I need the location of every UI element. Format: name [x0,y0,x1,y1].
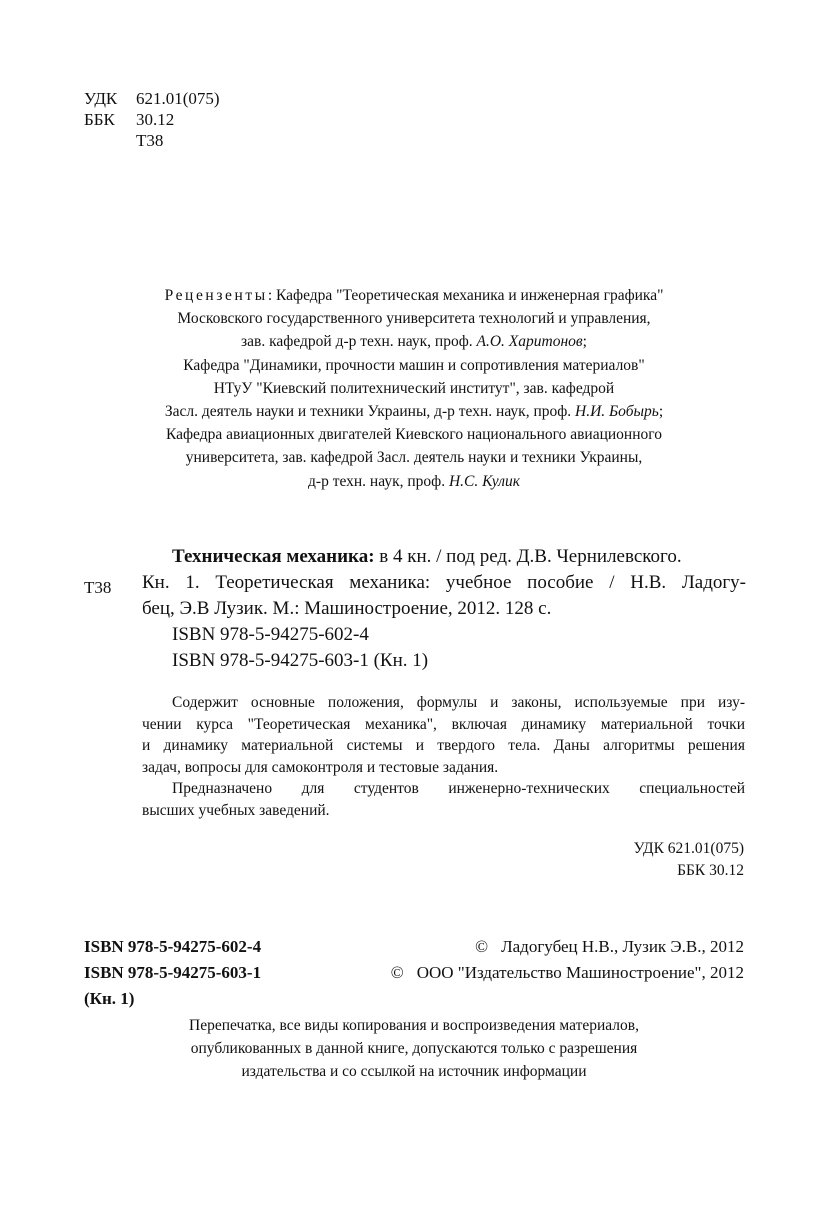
copyright-line: © Ладогубец Н.В., Лузик Э.В., 2012 [391,934,744,960]
reviewer-name: Н.И. Бобырь [575,403,659,421]
bbk-right-line: ББК 30.12 [677,862,744,879]
notice-line: издательства и со ссылкой на источник информации [241,1063,587,1080]
reviewers-line: Кафедра авиационных двигателей Киевского национального авиационного [166,426,662,444]
isbn-block [84,934,336,1012]
biblio-isbn: ISBN 978-5-94275-602-4 [172,624,369,645]
bbk-label: ББК [84,110,115,129]
author-mark-row [84,130,220,151]
classification-codes [84,88,220,151]
reviewers-line: НТуУ "Киевский политехнический институт", зав. кафедрой [213,379,615,397]
udk-value: 621.01(075) [136,89,220,108]
author-mark: Т38 [136,131,164,150]
book-number: (Кн. 1) [84,989,135,1008]
reviewers-label: Рецензенты [164,287,268,304]
annotation-line: высших учебных заведений. [142,801,330,819]
reviewers-line: Засл. деятель науки и техники Украины, д-р техн. наук, проф. Н.И. Бобырь; [164,403,664,421]
reviewers-line: Московского государственного университета технологий и управления, [177,310,651,328]
reviewers-line: зав. кафедрой д-р техн. наук, проф. А.О. Харитонов; [241,333,587,351]
annotation [142,692,745,821]
udk-bbk-right [634,838,744,882]
annotation-line: задач, вопросы для самоконтроля и тестовые задания. [142,758,499,776]
bibliographic-record [84,544,746,674]
udk-row [84,88,220,109]
annotation-line: Предназначено для студентов инженерно-технических специальностей [172,780,745,797]
notice-line: Перепечатка, все виды копирования и воспроизведения материалов, [189,1017,639,1034]
biblio-title-line: Техническая механика: в 4 кн. / под ред. Д.В. Чернилевского. [172,546,682,567]
biblio-line: бец, Э.В Лузик. М.: Машиностроение, 2012. 128 с. [142,598,552,619]
annotation-line: и динамику материальной системы и твердого тела. Даны алгоритмы решения [142,737,745,754]
annotation-line: Содержит основные положения, формулы и законы, используемые при изу- [172,694,745,711]
biblio-line: Кн. 1. Теоретическая механика: учебное пособие / Н.В. Ладогу- [142,572,746,593]
book-title: Техническая механика: [172,546,375,567]
copyright-symbol: © [390,963,404,982]
annotation-line: чении курса "Теоретическая механика", включая динамику материальной точки [142,715,745,733]
reviewers-line: Кафедра "Динамики, прочности машин и сопротивления материалов" [183,356,645,374]
bibliographic-side-mark: Т38 [84,578,112,597]
isbn-bold: ISBN 978-5-94275-603-1 [84,963,262,982]
bbk-value: 30.12 [136,110,175,129]
reviewer-name: Н.С. Кулик [448,472,520,490]
reviewers-line: университета, зав. кафедрой Засл. деятель науки и техники Украины, [185,449,643,467]
copyright-symbol: © [475,937,489,956]
udk-label: УДК [84,89,118,108]
notice-line: опубликованных в данной книге, допускаются только с разрешения [190,1040,638,1057]
reviewers-line: Рецензенты: Кафедра "Теоретическая механика и инженерная графика" [164,287,664,304]
reviewers-line: д-р техн. наук, проф. Н.С. Кулик [308,472,520,490]
isbn-bold: ISBN 978-5-94275-602-4 [84,937,262,956]
reviewers-block [60,284,768,493]
reprint-notice [60,1014,768,1083]
copyright-block [391,934,744,986]
reviewer-name: А.О. Харитонов [476,333,583,351]
biblio-isbn: ISBN 978-5-94275-603-1 (Кн. 1) [172,650,429,671]
bbk-row [84,109,220,130]
udk-right-line: УДК 621.01(075) [633,840,744,857]
copyright-line: © ООО "Издательство Машиностроение", 2012 [391,960,744,986]
